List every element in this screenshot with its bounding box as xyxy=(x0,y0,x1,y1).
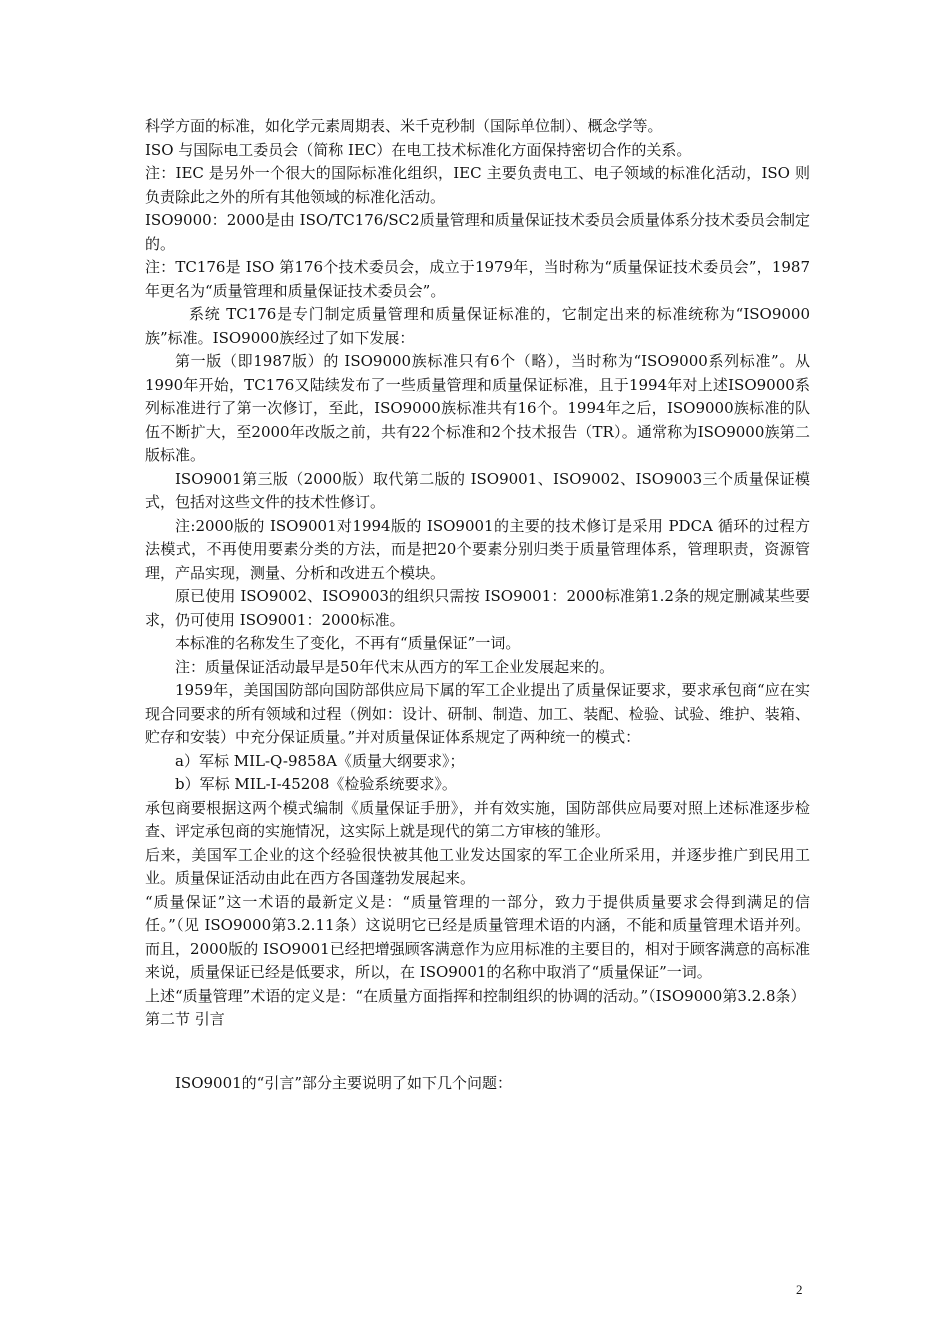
paragraph: 注：质量保证活动最早是50年代末从西方的军工企业发展起来的。 xyxy=(175,657,615,676)
paragraph: 1959年，美国国防部向国防部供应局下属的军工企业提出了质量保证要求，要求承包商“应在实现合同要求的所有领域和过程（例如：设计、研制、制造、加工、装配、检验、试验、维护、装箱、贮存和安装）中充分保证质量。”并对质量保证体系规定了两种统一的模式： xyxy=(145,681,810,746)
page-number: 2 xyxy=(796,1282,803,1297)
paragraph: 系统 TC176是专门制定质量管理和质量保证标准的，它制定出来的标准统称为“ISO9000族”标准。ISO9000族经过了如下发展： xyxy=(145,305,810,347)
paragraph: 本标准的名称发生了变化，不再有“质量保证”一词。 xyxy=(175,634,521,652)
paragraph: “质量保证”这一术语的最新定义是：“质量管理的一部分，致力于提供质量要求会得到满足的信任。”（见 ISO9000第3.2.11条）这说明它已经是质量管理术语的内涵，不能和质量管理术语并列。而且，2000版的 ISO9001已经把增强顾客满意作为应用标准的主要目的，相对于顾客满意的高标准来说，质量保证已经是低要求，所以，在 ISO9001的名称中取消了“质量保证”一词。 xyxy=(145,892,810,981)
paragraph: 后来，美国军工企业的这个经验很快被其他工业发达国家的军工企业所采用，并逐步推广到民用工业。质量保证活动由此在西方各国蓬勃发展起来。 xyxy=(145,845,810,887)
section-heading: 第二节 引言 xyxy=(145,1010,225,1028)
paragraph: 承包商要根据这两个模式编制《质量保证手册》，并有效实施，国防部供应局要对照上述标准逐步检查、评定承包商的实施情况，这实际上就是现代的第二方审核的雏形。 xyxy=(145,798,810,840)
paragraph: ISO9001第三版（2000版）取代第二版的 ISO9001、ISO9002、ISO9003三个质量保证模式，包括对这些文件的技术性修订。 xyxy=(145,469,810,511)
paragraph: ISO 与国际电工委员会（简称 IEC）在电工技术标准化方面保持密切合作的关系。 xyxy=(145,140,692,159)
document-body xyxy=(145,115,810,1095)
list-item: a）军标 MIL-Q-9858A《质量大纲要求》； xyxy=(175,751,465,770)
paragraph: 注：IEC 是另外一个很大的国际标准化组织，IEC 主要负责电工、电子领域的标准化活动，ISO 则负责除此之外的所有其他领域的标准化活动。 xyxy=(145,164,810,206)
paragraph: 注：TC176是 ISO 第176个技术委员会，成立于1979年，当时称为“质量保证技术委员会”，1987年更名为“质量管理和质量保证技术委员会”。 xyxy=(145,258,810,300)
list-item: b）军标 MIL-I-45208《检验系统要求》。 xyxy=(175,775,457,793)
paragraph: 注:2000版的 ISO9001对1994版的 ISO9001的主要的技术修订是采用 PDCA 循环的过程方法模式，不再使用要素分类的方法，而是把20个要素分别归类于质量管理体系，管理职责，资源管理，产品实现，测量、分析和改进五个模块。 xyxy=(145,516,810,582)
paragraph: 科学方面的标准，如化学元素周期表、米千克秒制（国际单位制）、概念学等。 xyxy=(145,117,663,135)
spacer xyxy=(145,1032,810,1072)
paragraph: 原已使用 ISO9002、ISO9003的组织只需按 ISO9001：2000标准第1.2条的规定删减某些要求，仍可使用 ISO9001：2000标准。 xyxy=(145,587,810,629)
paragraph: 第一版（即1987版）的 ISO9000族标准只有6个（略），当时称为“ISO9000系列标准”。从1990年开始，TC176又陆续发布了一些质量管理和质量保证标准，且于1994年对上述ISO9000系列标准进行了第一次修订，至此，ISO9000族标准共有16个。1994年之后，ISO9000族标准的队伍不断扩大，至2000年改版之前，共有22个标准和2个技术报告（TR）。通常称为ISO9000族第二版标准。 xyxy=(145,352,810,464)
paragraph: 上述“质量管理”术语的定义是：“在质量方面指挥和控制组织的协调的活动。”（ISO9000第3.2.8条） xyxy=(145,986,806,1005)
paragraph: ISO9000：2000是由 ISO/TC176/SC2质量管理和质量保证技术委员会质量体系分技术委员会制定的。 xyxy=(145,211,810,253)
paragraph: ISO9001的“引言”部分主要说明了如下几个问题： xyxy=(175,1073,513,1092)
